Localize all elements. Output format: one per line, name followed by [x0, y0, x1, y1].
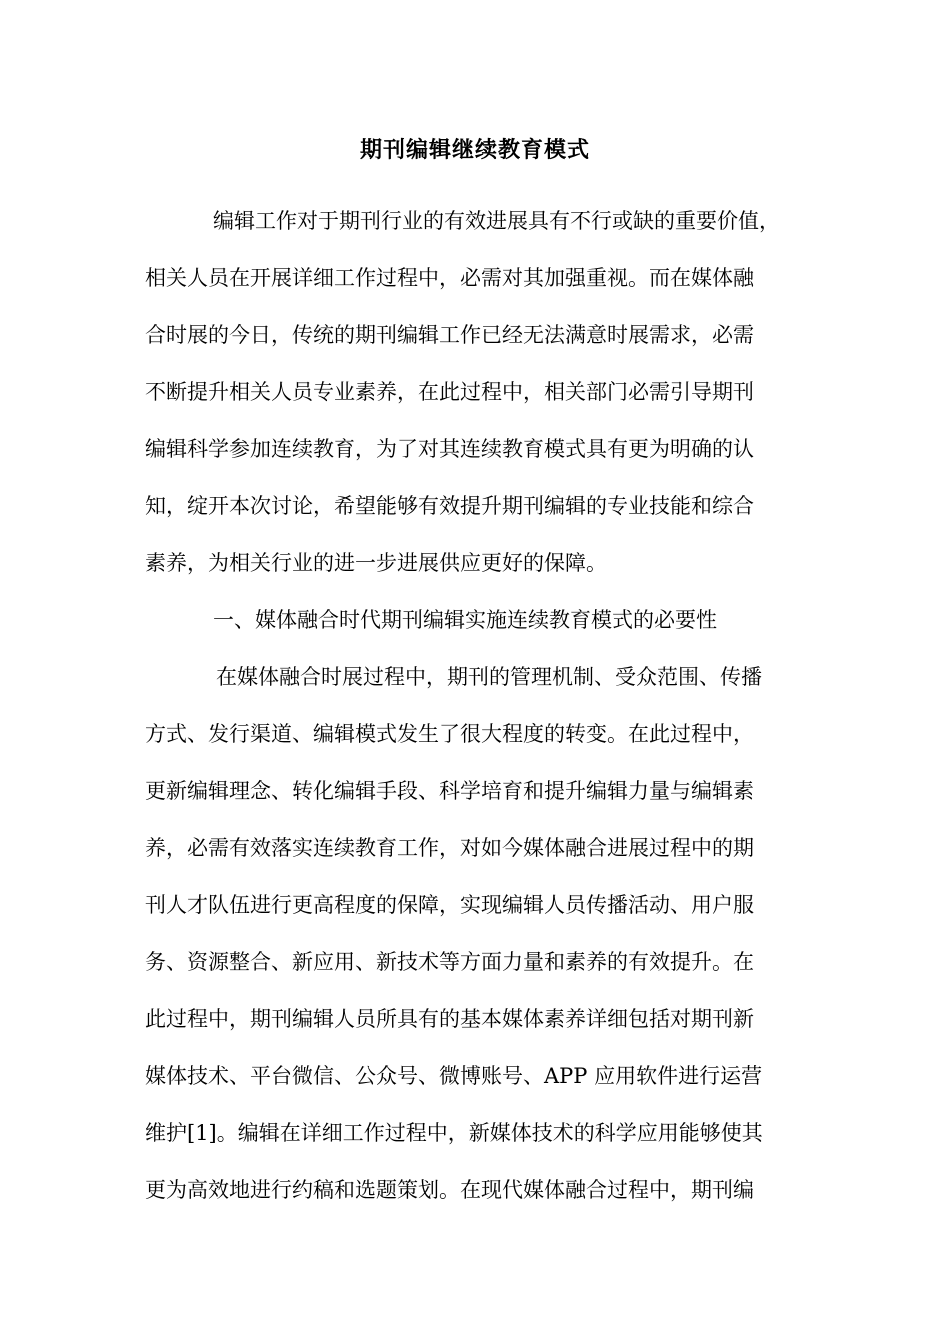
paragraph-line: 在媒体融合时展过程中，期刊的管理机制、受众范围、传播 [216, 665, 762, 689]
paragraph-line: 务、资源整合、新应用、新技术等方面力量和素养的有效提升。在 [145, 950, 754, 974]
paragraph-line: 方式、发行渠道、编辑模式发生了很大程度的转变。在此过程中， [145, 722, 754, 746]
document-title: 期刊编辑继续教育模式 [359, 138, 590, 163]
paragraph-line: 知，绽开本次讨论，希望能够有效提升期刊编辑的专业技能和综合 [145, 494, 754, 518]
section-heading: 一、媒体融合时代期刊编辑实施连续教育模式的必要性 [213, 608, 717, 632]
paragraph-line: 不断提升相关人员专业素养，在此过程中，相关部门必需引导期刊 [145, 380, 754, 404]
paragraph-line: 媒体技术、平台微信、公众号、微博账号、APP 应用软件进行运营 [145, 1064, 763, 1088]
paragraph-line: 此过程中，期刊编辑人员所具有的基本媒体素养详细包括对期刊新 [145, 1007, 754, 1031]
paragraph-line: 更为高效地进行约稿和选题策划。在现代媒体融合过程中，期刊编 [145, 1178, 754, 1202]
paragraph-line: 更新编辑理念、转化编辑手段、科学培育和提升编辑力量与编辑素 [145, 779, 754, 803]
paragraph-line: 合时展的今日，传统的期刊编辑工作已经无法满意时展需求，必需 [145, 323, 754, 347]
paragraph-line: 编辑工作对于期刊行业的有效进展具有不行或缺的重要价值， [213, 209, 780, 233]
paragraph-line: 养，必需有效落实连续教育工作，对如今媒体融合进展过程中的期 [145, 836, 754, 860]
paragraph-line: 编辑科学参加连续教育，为了对其连续教育模式具有更为明确的认 [145, 437, 754, 461]
paragraph-line: 刊人才队伍进行更高程度的保障，实现编辑人员传播活动、用户服 [145, 893, 754, 917]
paragraph-line: 素养，为相关行业的进一步进展供应更好的保障。 [145, 551, 607, 575]
paragraph-line: 维护[1]。编辑在详细工作过程中，新媒体技术的科学应用能够使其 [145, 1121, 763, 1145]
paragraph-line: 相关人员在开展详细工作过程中，必需对其加强重视。而在媒体融 [145, 266, 754, 290]
